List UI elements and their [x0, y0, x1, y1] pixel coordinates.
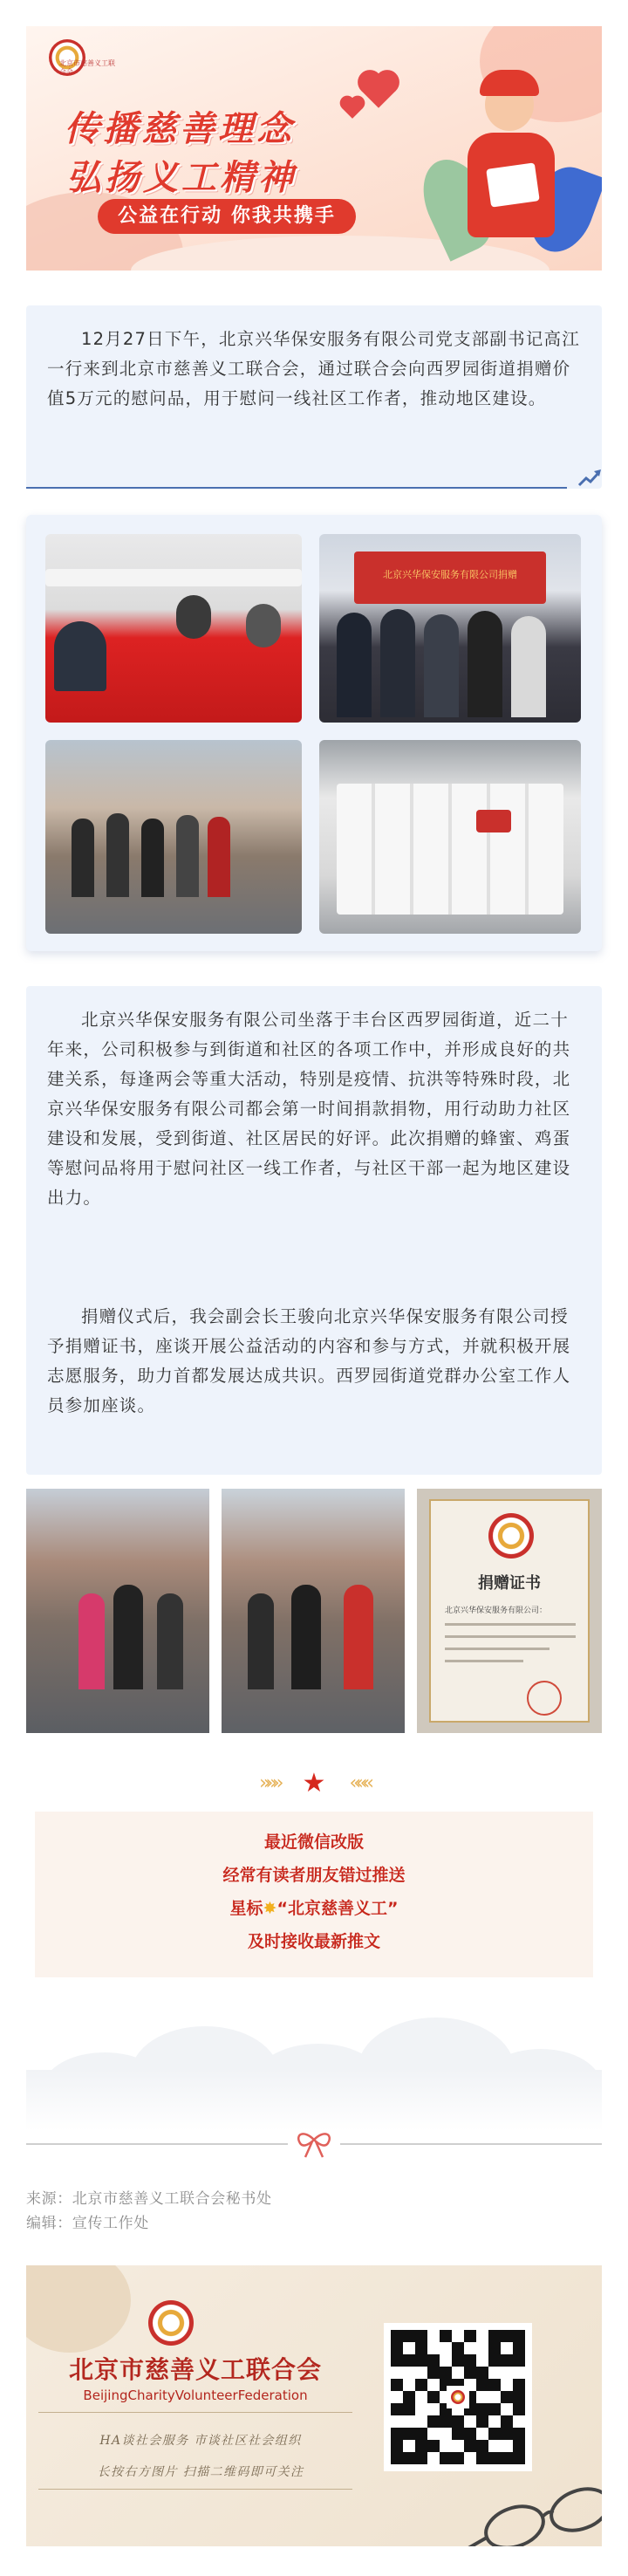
body-paragraph-2: 捐赠仪式后，我会副会长王骏向北京兴华保安服务有限公司授予捐赠证书，座谈开展公益活动的内容和参与方式，并就积极开展志愿服务，助力首都发展达成共识。西罗园街道党群办公室工作人员参加座谈。 — [47, 1306, 571, 1415]
chevrons-left-icon: ««« — [349, 1772, 369, 1794]
federation-logo — [49, 38, 120, 77]
divider-left — [26, 2143, 288, 2145]
certificate — [429, 1499, 590, 1723]
body-paragraph-1: 北京兴华保安服务有限公司坐落于丰台区西罗园街道，近二十年来，公司积极参与到街道和社区的各项工作中，并形成良好的共建关系，每逢两会等重大活动，特别是疫情、抗洪等特殊时段，北京兴华保安服务有限公司都会第一时间捐款捐物，用行动助力社区建设和发展，受到街道、社区居民的好评。此次捐赠的蜂蜜、鸡蛋等慰问品将用于慰问社区一线工作者，与社区干部一起为地区建设出力。 — [47, 1010, 571, 1208]
star-badge-icon: ✸ — [263, 1899, 277, 1918]
follow-footer-card — [26, 2265, 602, 2546]
photo-outdoor-group — [45, 740, 302, 934]
banner-headline — [65, 105, 297, 202]
federation-emblem-icon — [148, 2300, 194, 2346]
notice-line-3: 星标✸“北京慈善义工” — [229, 1899, 399, 1918]
body-card — [26, 986, 602, 1475]
notice-line-2: 经常有读者朋友错过推送 — [222, 1866, 406, 1885]
photo-volunteers-street-2 — [222, 1489, 405, 1733]
qr-code[interactable] — [384, 2323, 532, 2471]
footer-org-english: BeijingCharityVolunteerFederation — [83, 2388, 308, 2403]
star-icon: ★ — [302, 1768, 326, 1798]
volunteer-illustration — [436, 52, 584, 262]
trend-arrow-icon — [577, 468, 602, 487]
ribbon-bow-icon — [295, 2129, 333, 2159]
photo-gift-boxes — [319, 740, 581, 934]
glasses-icon — [462, 2484, 602, 2546]
notice-line-4: 及时接收最新推文 — [247, 1932, 380, 1951]
photo-donation-certificate — [417, 1489, 602, 1733]
headline-line1: 传播慈善理念 — [65, 108, 295, 149]
footer-tagline-1: HA谈社会服务 市谈社区社会组织 — [99, 2434, 302, 2448]
intro-card — [26, 305, 602, 489]
header-banner — [26, 26, 602, 271]
logo-org-text: 北京市慈善义工联合会 — [59, 59, 115, 76]
intro-divider — [26, 487, 567, 489]
footer-org-name: 北京市慈善义工联合会 — [68, 2355, 322, 2384]
photo-meeting-table — [45, 534, 302, 723]
divider-right — [340, 2143, 602, 2145]
follow-notice — [35, 1812, 593, 1977]
notice-line-1: 最近微信改版 — [263, 1833, 364, 1852]
certificate-emblem-icon — [488, 1513, 534, 1559]
source-line: 来源：北京市慈善义工联合会秘书处 — [26, 2190, 272, 2208]
certificate-seal-icon — [527, 1681, 562, 1716]
photo-volunteers-street-1 — [26, 1489, 209, 1733]
certificate-recipient: 北京兴华保安服务有限公司： — [445, 1607, 548, 1615]
editor-line: 编辑：宣传工作处 — [26, 2215, 149, 2232]
chevrons-right-icon: »»» — [259, 1772, 279, 1794]
photo-grid — [26, 515, 602, 951]
intro-paragraph: 12月27日下午，北京兴华保安服务有限公司党支部副书记高江一行来到北京市慈善义工联合会，通过联合会向西罗园街道捐赠价值5万元的慰问品，用于慰问一线社区工作者，推动地区建设。 — [47, 329, 580, 408]
certificate-title: 捐赠证书 — [478, 1574, 541, 1593]
cloud-decoration — [26, 2018, 602, 2131]
headline-line2: 弘扬义工精神 — [66, 157, 297, 198]
footer-tagline-2: 长按右方图片 扫描二维码即可关注 — [97, 2465, 304, 2479]
ceremony-banner-text: 北京兴华保安服务有限公司捐赠 — [383, 569, 517, 580]
slogan-pill: 公益在行动 你我共携手 — [98, 199, 356, 234]
qr-logo-icon — [447, 2386, 469, 2408]
credits — [26, 2187, 272, 2236]
divider-ornament — [0, 1768, 628, 1798]
photo-donation-ceremony — [319, 534, 581, 723]
